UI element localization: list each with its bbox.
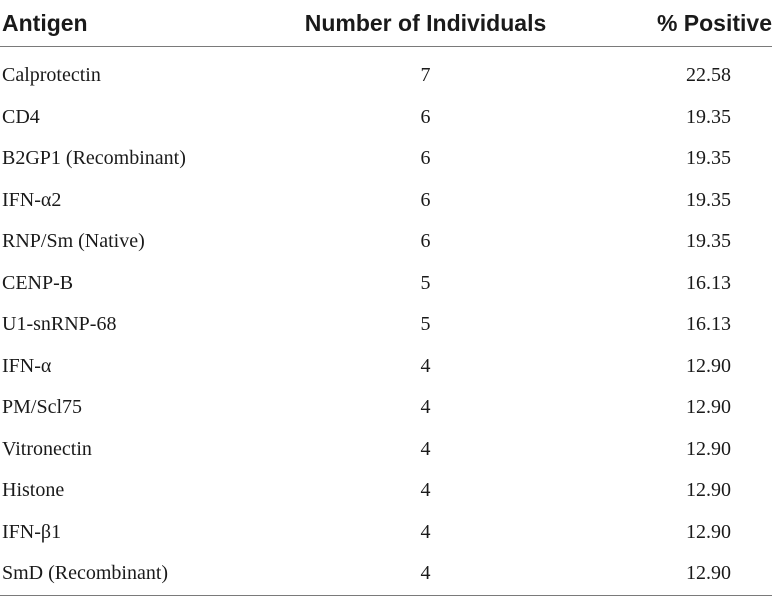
header-percent-positive: % Positive bbox=[605, 0, 772, 47]
table-row bbox=[0, 553, 772, 595]
percent-cell: 19.35 bbox=[686, 105, 731, 128]
count-cell: 6 bbox=[420, 230, 431, 253]
table-row bbox=[0, 97, 772, 139]
antigen-cell: IFN-β1 bbox=[2, 520, 62, 543]
percent-cell: 19.35 bbox=[686, 147, 731, 170]
count-cell: 6 bbox=[420, 105, 431, 128]
table-row bbox=[0, 470, 772, 512]
count-cell: 5 bbox=[420, 313, 431, 336]
antigen-cell: IFN-α2 bbox=[2, 188, 62, 211]
percent-cell: 12.90 bbox=[686, 396, 731, 419]
count-cell: 7 bbox=[420, 64, 431, 87]
antigen-cell: RNP/Sm (Native) bbox=[2, 230, 145, 253]
percent-cell: 12.90 bbox=[686, 354, 731, 377]
count-cell: 4 bbox=[420, 396, 431, 419]
table-header bbox=[0, 0, 772, 47]
antigen-cell: Histone bbox=[2, 479, 65, 502]
table-row bbox=[0, 180, 772, 222]
percent-cell: 16.13 bbox=[686, 313, 731, 336]
count-cell: 5 bbox=[420, 271, 431, 294]
table-row bbox=[0, 512, 772, 554]
count-cell: 6 bbox=[420, 188, 431, 211]
table-row bbox=[0, 47, 772, 97]
percent-cell: 19.35 bbox=[686, 230, 731, 253]
count-cell: 4 bbox=[420, 437, 431, 460]
table-row bbox=[0, 346, 772, 388]
count-cell: 6 bbox=[420, 147, 431, 170]
percent-cell: 12.90 bbox=[686, 437, 731, 460]
antigen-cell: B2GP1 (Recombinant) bbox=[2, 147, 186, 170]
table-row bbox=[0, 304, 772, 346]
count-cell: 4 bbox=[420, 354, 431, 377]
antigen-cell: CD4 bbox=[2, 105, 40, 128]
table-row bbox=[0, 263, 772, 305]
count-cell: 4 bbox=[420, 520, 431, 543]
table-body bbox=[0, 47, 772, 596]
percent-cell: 22.58 bbox=[686, 64, 731, 87]
percent-cell: 12.90 bbox=[605, 553, 772, 595]
percent-cell: 16.13 bbox=[686, 271, 731, 294]
antigen-cell: SmD (Recombinant) bbox=[0, 553, 246, 595]
antigen-cell: Calprotectin bbox=[2, 64, 101, 87]
antigen-cell: U1-snRNP-68 bbox=[2, 313, 117, 336]
table-row bbox=[0, 221, 772, 263]
header-number-of-individuals: Number of Individuals bbox=[246, 0, 605, 47]
antigen-cell: Vitronectin bbox=[2, 437, 92, 460]
header-antigen: Antigen bbox=[0, 0, 246, 47]
percent-cell: 12.90 bbox=[686, 479, 731, 502]
antigen-cell: IFN-α bbox=[2, 354, 52, 377]
table-row bbox=[0, 138, 772, 180]
count-cell: 4 bbox=[246, 553, 605, 595]
percent-cell: 19.35 bbox=[686, 188, 731, 211]
table-row bbox=[0, 429, 772, 471]
table-row bbox=[0, 387, 772, 429]
header-row bbox=[0, 0, 772, 47]
antigen-cell: PM/Scl75 bbox=[2, 396, 83, 419]
percent-cell: 12.90 bbox=[686, 520, 731, 543]
count-cell: 4 bbox=[420, 479, 431, 502]
antigen-cell: CENP-B bbox=[2, 271, 74, 294]
